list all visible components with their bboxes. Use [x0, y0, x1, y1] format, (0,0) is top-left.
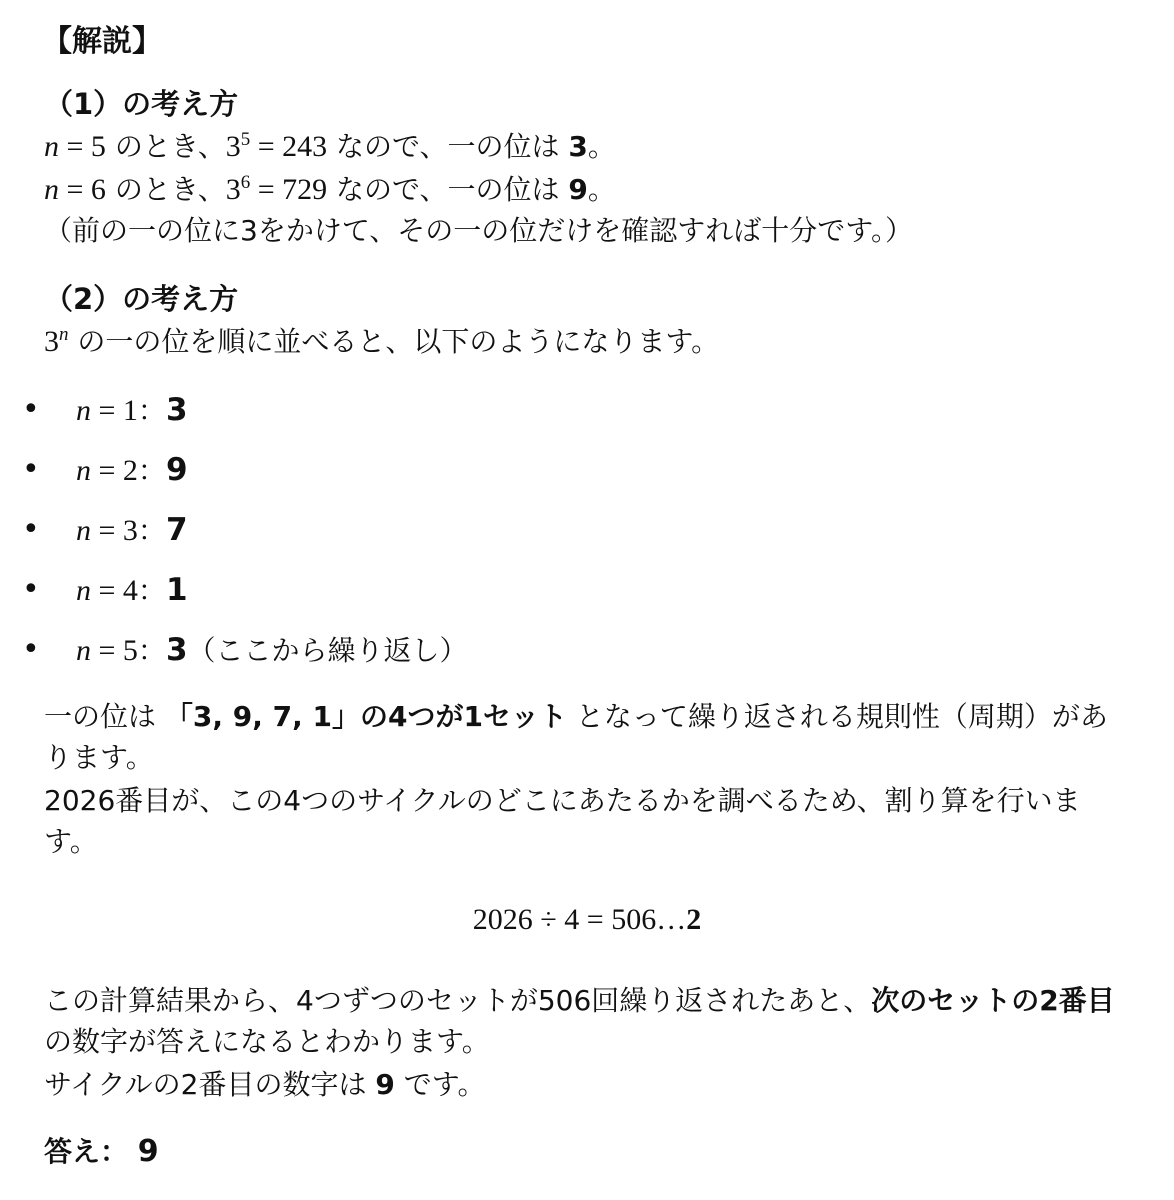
line2-result: 729: [282, 173, 328, 206]
eq-quotient: 506: [611, 903, 657, 936]
cycle-answer-pre: サイクルの2番目の数字は: [44, 1068, 367, 1101]
answer-label: 答え：: [44, 1135, 129, 1168]
result-post: の数字が答えになるとわかります。: [44, 1024, 490, 1058]
line1-exp: 5: [240, 129, 251, 150]
list-digit: 3: [165, 632, 188, 668]
cycle-bold: 「3, 9, 7, 1」の4つが1セット: [164, 700, 567, 733]
part1-note: （前の一の位に3をかけて、その一の位だけを確認すれば十分です。）: [44, 214, 914, 247]
eq-divisor: 4: [564, 903, 580, 936]
cycle-answer-line: [44, 1065, 486, 1106]
line2-tail: なので、一の位は: [336, 173, 560, 206]
bullet-icon: •: [22, 392, 40, 427]
bullet-icon: •: [22, 452, 40, 487]
part1-line1: n = 5 のとき、$3^5 = 243$ なので、一の位は 3。: [44, 129, 616, 163]
list-digit: 3: [165, 392, 188, 428]
line1-n: 5: [90, 130, 106, 163]
division-equation: 2026 ÷ 4 = 506…2: [472, 903, 702, 936]
cycle-paragraph: [44, 697, 1134, 778]
line1-tail: なので、一の位は: [336, 130, 560, 163]
list-note: （ここから繰り返し）: [187, 634, 468, 667]
division-paragraph: 2026番目が、この4つのサイクルのどこにあたるかを調べるため、割り算を行います。: [44, 784, 1081, 858]
part1-heading: （1）の考え方: [44, 87, 239, 121]
section-title: 【解説】: [42, 24, 162, 59]
line1-end: 。: [587, 130, 616, 163]
list-n: 4: [122, 574, 138, 607]
list-n: 1: [122, 394, 138, 427]
line2-toki: のとき、: [114, 173, 226, 206]
bullet-icon: •: [22, 512, 40, 547]
line2-n: 6: [90, 173, 106, 206]
answer-value: 9: [137, 1134, 159, 1169]
part2-intro: 3$^n$ の一の位を順に並べると、以下のようになります。: [44, 324, 720, 358]
line2-exp: 6: [240, 172, 251, 193]
list-digit: 1: [165, 572, 188, 608]
eq-remainder: 2: [686, 903, 702, 936]
bullet-icon: •: [22, 572, 40, 607]
result-pre: この計算結果から、4つずつのセットが506回繰り返されたあと、: [44, 984, 872, 1017]
cycle-answer-digit: 9: [375, 1068, 395, 1101]
cycle-answer-post: です。: [403, 1068, 486, 1101]
part1-line2: n = 6 のとき、$3^6 = 729$ なので、一の位は 9。: [44, 172, 616, 206]
eq-dividend: 2026: [472, 903, 533, 936]
cycle-pre: 一の位は: [44, 700, 157, 733]
part2-heading: （2）の考え方: [44, 282, 239, 316]
list-n: 2: [122, 454, 138, 487]
eq-ellipsis: …: [656, 903, 687, 936]
line1-result: 243: [282, 130, 328, 163]
line1-digit: 3: [568, 130, 588, 163]
line2-end: 。: [587, 173, 616, 206]
cycle-post: となって繰り返される規則性（周期）があります。: [44, 700, 1108, 774]
result-bold: 次のセットの2番目: [871, 984, 1115, 1017]
list-n: 3: [122, 514, 138, 547]
line1-toki: のとき、: [114, 130, 226, 163]
bullet-icon: •: [22, 632, 40, 667]
explanation-page: 【解説】 （1）の考え方 n = 5 のとき、$3^5 = 243$ なので、一の位は 3。 n = 6 のとき、$3^6 = 729$ なので、一の位は 9。 （前の一の位に3をかけて、その一の位だけを確認すれば十分です。） （2）の考え方 3$^n$ の一の位を順に並べると、以下のようになります。 • n = 1：3 • n = 2：9 • n = 3：7 • n = 4：1 • n = 5：3（ここから繰り返し） 一の位は 「3, 9, 7, 1」の4つが1セット となって繰り返される規則性（周期）があります。 2026番目が、この4つのサイクルのどこにあたるかを調べるため、割り算を行います。 2026 ÷ 4 = 506…2 この計算結果から、4つずつのセットが506回繰り返されたあと、次のセットの2番目の数字が答えになるとわかります。 サイクルの2番目の数字は 9 です。 答え： 9: [0, 0, 1174, 1200]
list-digit: 9: [165, 452, 188, 488]
intro-text: の一の位を順に並べると、以下のようになります。: [77, 325, 720, 358]
list-n: 5: [122, 634, 138, 667]
result-paragraph: [44, 981, 1134, 1062]
list-digit: 7: [165, 512, 188, 548]
line2-digit: 9: [568, 173, 588, 206]
final-answer: [44, 1130, 159, 1174]
